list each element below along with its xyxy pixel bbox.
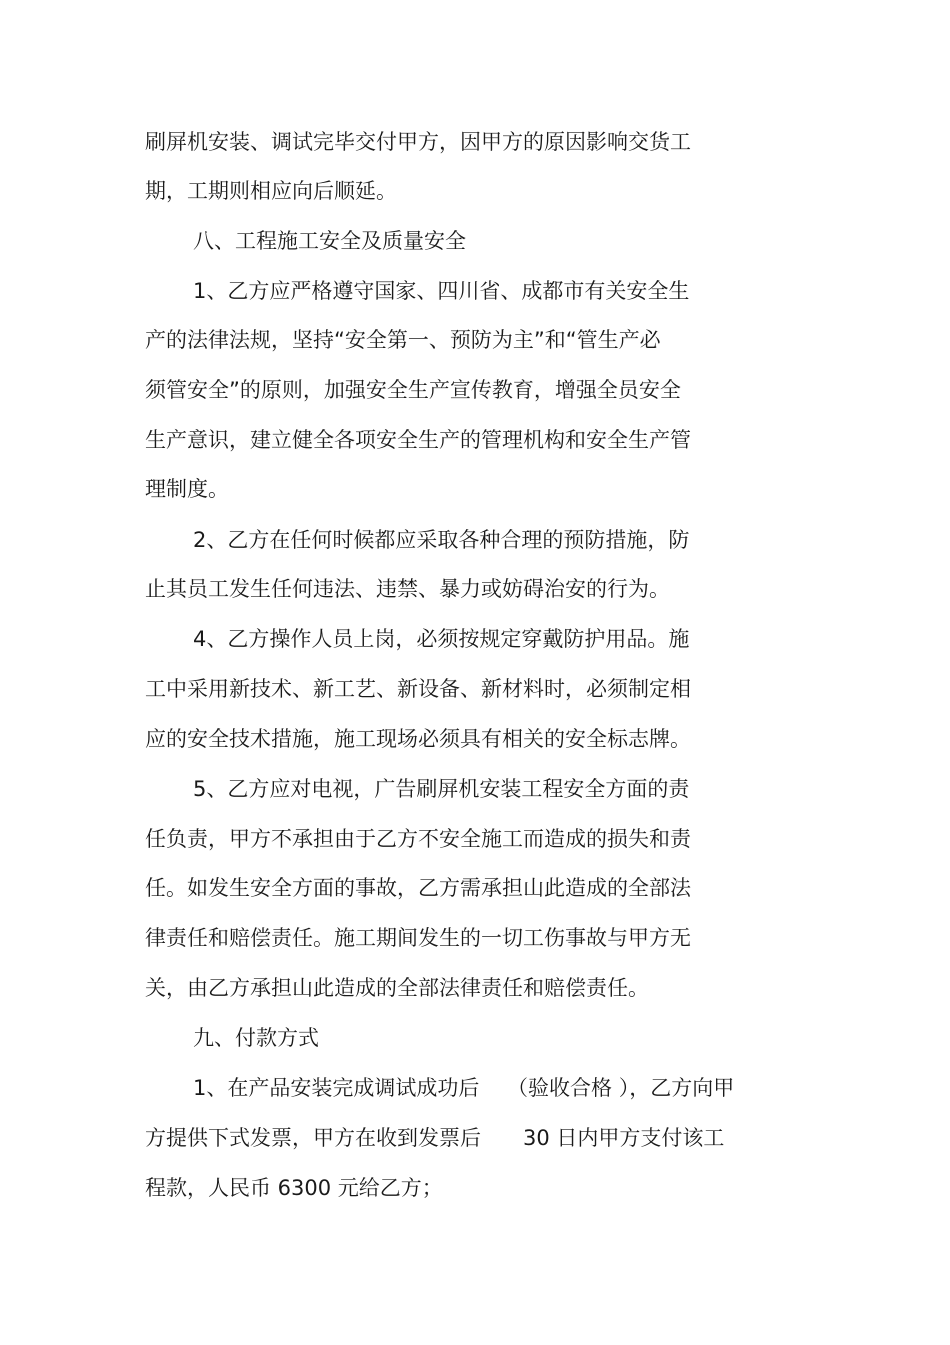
text-line: 方提供下式发票，甲方在收到发票后 30 日内甲方支付该工 [145, 1126, 725, 1150]
text-line: 理制度。 [145, 477, 229, 501]
text-line: 1、在产品安装完成调试成功后 （验收合格 ），乙方向甲 [193, 1076, 735, 1100]
text-line: 生产意识，建立健全各项安全生产的管理机构和安全生产管 [145, 428, 691, 452]
text-line: 须管安全”的原则，加强安全生产宣传教育，增强全员安全 [145, 378, 681, 402]
section-heading: 八、工程施工安全及质量安全 [193, 229, 466, 253]
text-line: 5、乙方应对电视，广告刷屏机安装工程安全方面的责 [193, 777, 690, 801]
text-line: 应的安全技术措施，施工现场必须具有相关的安全标志牌。 [145, 727, 691, 751]
text-line: 止其员工发生任何违法、违禁、暴力或妨碍治安的行为。 [145, 577, 670, 601]
text-line: 4、乙方操作人员上岗，必须按规定穿戴防护用品。施 [193, 627, 690, 651]
text-line: 2、乙方在任何时候都应采取各种合理的预防措施，防 [193, 528, 690, 552]
text-line: 律责任和赔偿责任。施工期间发生的一切工伤事故与甲方无 [145, 926, 691, 950]
text-line: 刷屏机安装、调试完毕交付甲方，因甲方的原因影响交货工 [145, 130, 691, 154]
text-line: 关，由乙方承担山此造成的全部法律责任和赔偿责任。 [145, 976, 649, 1000]
text-line: 任。如发生安全方面的事故，乙方需承担山此造成的全部法 [145, 876, 691, 900]
text-line: 任负责，甲方不承担由于乙方不安全施工而造成的损失和责 [145, 827, 691, 851]
text-line: 程款，人民币 6300 元给乙方； [145, 1176, 443, 1200]
section-heading: 九、付款方式 [193, 1026, 319, 1050]
text-line: 期，工期则相应向后顺延。 [145, 179, 397, 203]
text-line: 工中采用新技术、新工艺、新设备、新材料时，必须制定相 [145, 677, 691, 701]
text-line: 1、乙方应严格遵守国家、四川省、成都市有关安全生 [193, 279, 690, 303]
text-line: 产的法律法规，坚持“安全第一、预防为主”和“管生产必 [145, 328, 661, 352]
